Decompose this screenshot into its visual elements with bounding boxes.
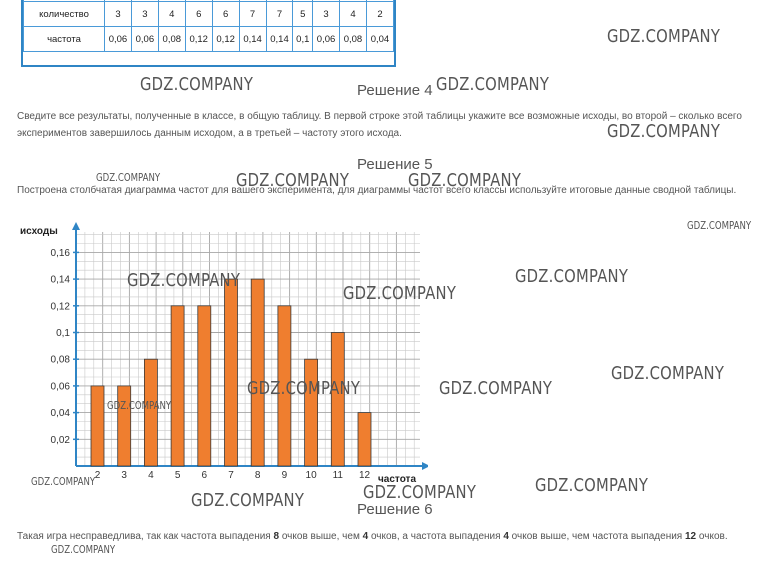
x-axis-arrow (422, 462, 428, 470)
x-axis-title: частота (378, 474, 417, 485)
y-tick-label: 0,16 (50, 247, 70, 259)
bar-2 (91, 386, 104, 466)
count-cell-1: 3 (131, 2, 158, 27)
conclusion-num-12: 12 (685, 531, 697, 542)
x-tick-label: 3 (121, 470, 127, 481)
count-cell-5: 7 (239, 2, 266, 27)
frequency-bar-chart (18, 222, 428, 492)
x-tick-label: 5 (174, 470, 181, 481)
bar-12 (358, 413, 371, 466)
x-tick-label: 11 (332, 470, 343, 481)
frequency-cell-1: 0,06 (131, 27, 158, 52)
bar-11 (331, 333, 344, 467)
frequency-cell-3: 0,12 (185, 27, 212, 52)
y-tick-label: 0,06 (50, 381, 70, 393)
watermark: GDZ.COMPANY (607, 26, 721, 47)
watermark: GDZ.COMPANY (127, 270, 241, 291)
y-tick-label: 0,12 (50, 301, 70, 313)
count-cell-2: 4 (158, 2, 185, 27)
frequency-cell-10: 0,04 (366, 27, 393, 52)
conclusion-num-4b: 4 (503, 531, 509, 542)
frequency-cell-5: 0,14 (239, 27, 266, 52)
bar-5 (171, 306, 184, 466)
conclusion-text-2: очков выше, чем (279, 531, 363, 542)
bar-7 (225, 279, 238, 466)
y-tick-label: 0,04 (50, 408, 70, 420)
x-tick-label: 10 (305, 470, 317, 481)
frequency-table (21, 0, 396, 67)
frequency-cell-6: 0,14 (266, 27, 293, 52)
count-cell-0: 3 (105, 2, 132, 27)
watermark: GDZ.COMPANY (535, 475, 649, 496)
bar-8 (251, 279, 264, 466)
watermark: GDZ.COMPANY (363, 482, 477, 503)
heading-solution-5: Решение 5 (357, 156, 433, 173)
watermark: GDZ.COMPANY (51, 543, 116, 556)
count-cell-3: 6 (185, 2, 212, 27)
watermark: GDZ.COMPANY (247, 378, 361, 399)
x-tick-label: 7 (228, 470, 234, 481)
y-tick-label: 0,08 (50, 354, 70, 366)
watermark: GDZ.COMPANY (107, 399, 172, 412)
watermark: GDZ.COMPANY (439, 378, 553, 399)
count-cell-10: 2 (366, 2, 393, 27)
y-tick-label: 0,02 (50, 434, 70, 446)
conclusion-text-4: очков выше, чем частота выпадения (508, 531, 685, 542)
bar-3 (118, 386, 131, 466)
watermark: GDZ.COMPANY (408, 170, 522, 191)
y-axis-title: исходы (20, 226, 58, 237)
y-tick-label: 0,14 (50, 274, 70, 286)
x-tick-label: 12 (358, 470, 371, 481)
count-cell-8: 3 (313, 2, 340, 27)
watermark: GDZ.COMPANY (687, 219, 752, 232)
count-cell-7: 5 (293, 2, 313, 27)
conclusion-text-3: очков, а частота выпадения (368, 531, 504, 542)
watermark: GDZ.COMPANY (607, 121, 721, 142)
frequency-cell-0: 0,06 (105, 27, 132, 52)
y-tick-label: 0,1 (56, 328, 70, 339)
watermark: GDZ.COMPANY (140, 74, 254, 95)
watermark: GDZ.COMPANY (343, 283, 457, 304)
conclusion-num-4a: 4 (362, 531, 369, 542)
row-label-count: количество (24, 2, 105, 27)
x-tick-label: 6 (201, 470, 208, 481)
watermark: GDZ.COMPANY (436, 74, 550, 95)
watermark: GDZ.COMPANY (31, 475, 96, 488)
paragraph-solution-5: Построена столбчатая диаграмма частот для вашего эксперимента, для диаграммы частот всего классы используйте итоговые данные сводной таблицы. (17, 185, 737, 196)
conclusion-text-1: Такая игра несправедлива, так как частота выпадения (17, 531, 274, 542)
row-label-frequency: частота (24, 27, 105, 52)
paragraph-solution-6 (17, 528, 769, 545)
frequency-cell-8: 0,06 (313, 27, 340, 52)
watermark: GDZ.COMPANY (611, 363, 725, 384)
table-row-frequency (24, 27, 394, 52)
bar-4 (144, 359, 157, 466)
frequency-cell-9: 0,08 (340, 27, 367, 52)
watermark: GDZ.COMPANY (191, 490, 305, 511)
frequency-cell-7: 0,1 (293, 27, 313, 52)
count-cell-4: 6 (212, 2, 239, 27)
frequency-cell-2: 0,08 (158, 27, 185, 52)
x-tick-label: 2 (94, 470, 101, 481)
conclusion-num-8: 8 (273, 531, 280, 542)
x-tick-label: 9 (281, 470, 288, 481)
watermark: GDZ.COMPANY (236, 170, 350, 191)
heading-solution-6: Решение 6 (357, 501, 433, 518)
y-axis-arrow (72, 222, 80, 230)
x-tick-label: 4 (148, 470, 154, 481)
count-cell-9: 4 (340, 2, 367, 27)
frequency-cell-4: 0,12 (212, 27, 239, 52)
bar-6 (198, 306, 211, 466)
conclusion-text-5: очков. (696, 531, 728, 542)
heading-solution-4: Решение 4 (357, 82, 433, 99)
paragraph-solution-4: Сведите все результаты, полученные в классе, в общую таблицу. В первой строке этой таблицы укажите все возможные исходы, во второй – сколько всего экспериментов завершилось данным исходом, а в третьей – частоту этого исхода. (17, 111, 742, 139)
count-cell-6: 7 (266, 2, 293, 27)
x-tick-label: 8 (254, 470, 261, 481)
watermark: GDZ.COMPANY (515, 266, 629, 287)
table-row-count (24, 2, 394, 27)
bar-10 (305, 359, 318, 466)
watermark: GDZ.COMPANY (96, 171, 161, 184)
